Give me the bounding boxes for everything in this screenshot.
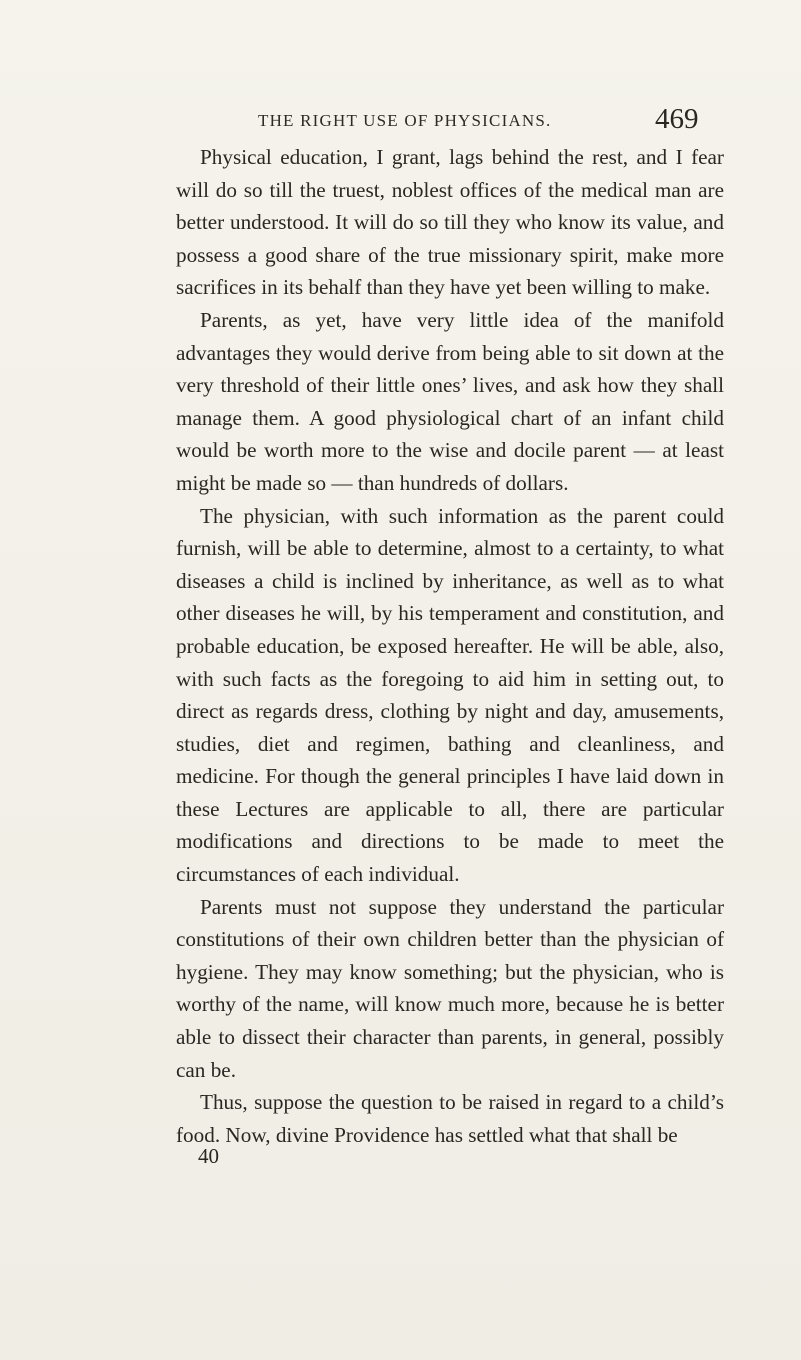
signature-mark: 40: [198, 1144, 219, 1168]
paragraph: The physician, with such information as the parent could furnish, will be able to determine, almost to a certainty, to what diseases a child is inclined by inheritance, as well as to what other diseases he will, by his temperament and constitution, and probable education, be exposed hereafter. He will be able, also, with such facts as the foregoing to aid him in setting out, to direct as regards dress, clothing by night and day, amusements, studies, diet and regimen, bathing and cleanliness, and medicine. For though the general principles I have laid down in these Lectures are applicable to all, there are particular modifications and directions to be made to meet the circumstances of each individual.: [176, 503, 724, 887]
page-number: 469: [655, 103, 699, 135]
paragraph: Parents must not suppose they understand the particular constitutions of their own children better than the physician of hygiene. They may know something; but the physician, who is worthy of the name, will know much more, because he is better able to dissect their character than parents, in general, possibly can be.: [176, 894, 724, 1082]
running-head: [258, 103, 708, 143]
running-title: THE RIGHT USE OF PHYSICIANS.: [258, 111, 552, 130]
body-text: [176, 141, 724, 1151]
paragraph: Physical education, I grant, lags behind the rest, and I fear will do so till the truest, noblest offices of the medical man are better understood. It will do so till they who know its value, and possess a good share of the true missionary spirit, make more sacrifices in its behalf than they have yet been willing to make.: [176, 145, 724, 300]
paragraph: Thus, suppose the question to be raised in regard to a child’s food. Now, divine Providence has settled what that shall be: [176, 1090, 724, 1147]
paragraph: Parents, as yet, have very little idea of the manifold advantages they would derive from being able to sit down at the very threshold of their little ones’ lives, and ask how they shall manage them. A good physiological chart of an infant child would be worth more to the wise and docile parent — at least might be made so — than hundreds of dollars.: [176, 307, 724, 495]
